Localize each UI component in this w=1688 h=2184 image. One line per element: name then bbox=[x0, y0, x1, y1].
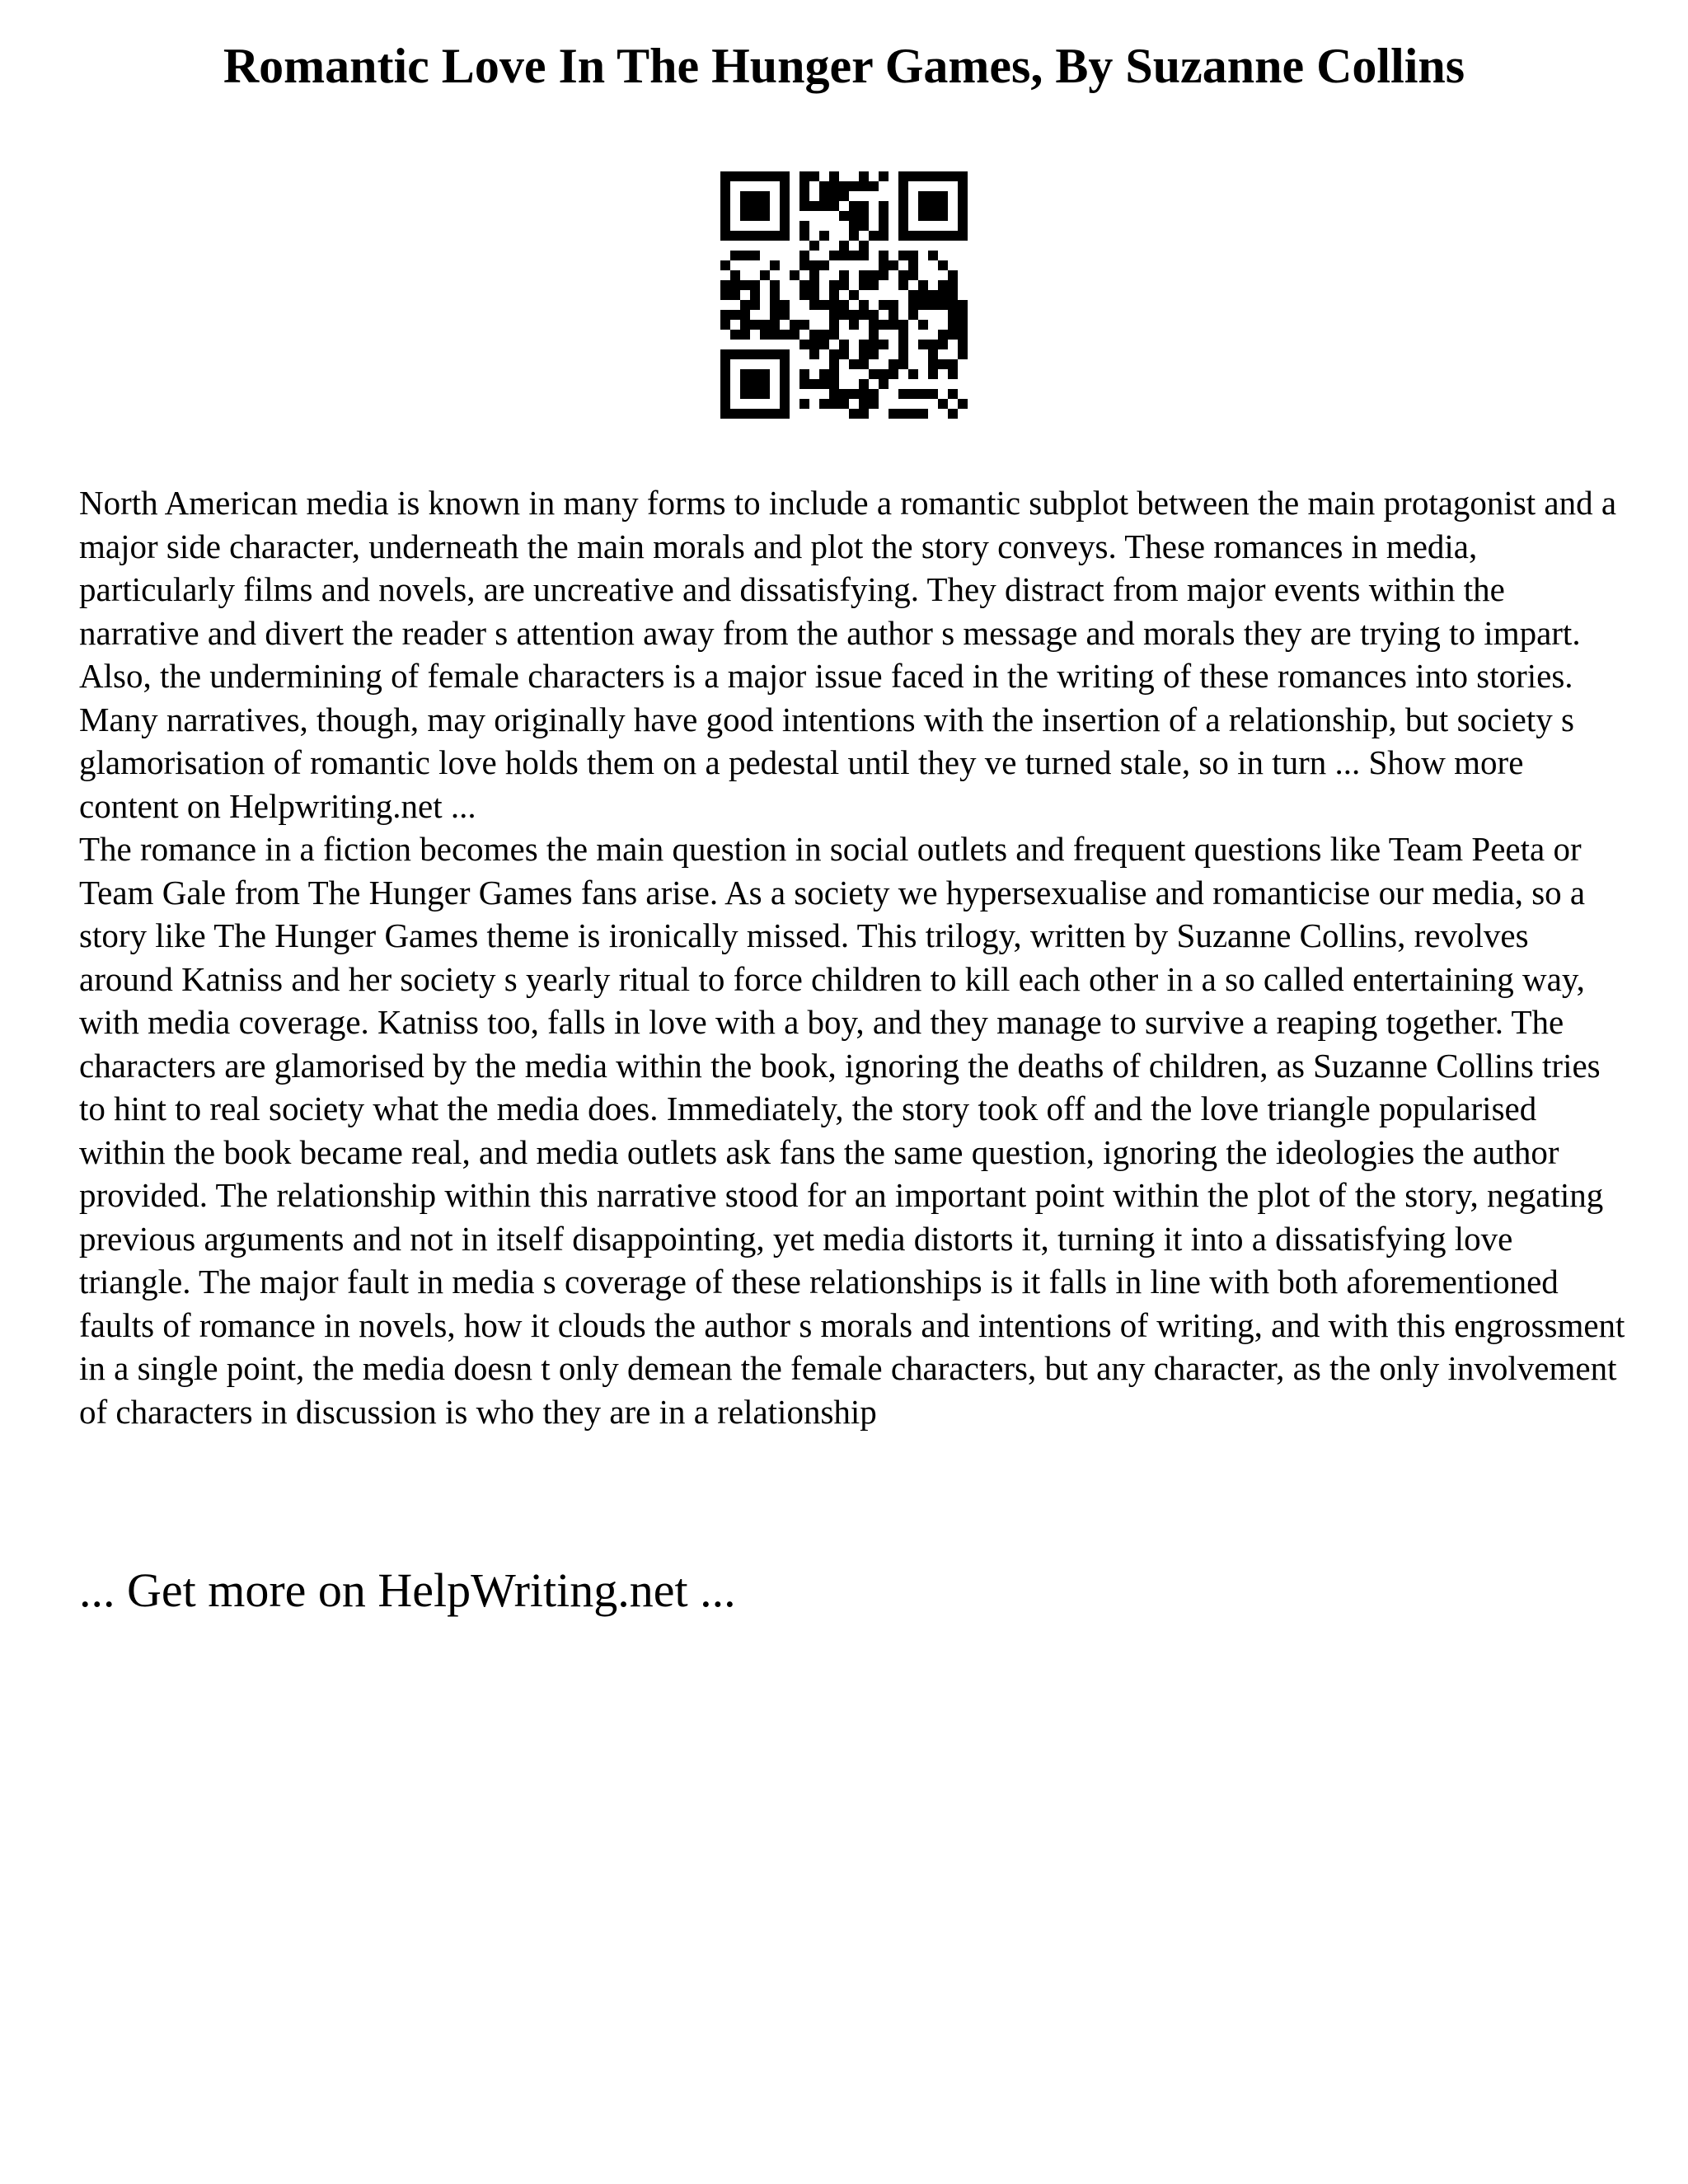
body-paragraph-2: The romance in a fiction becomes the main question in social outlets and frequent questions like Team Peeta or Team Gale from The Hunger Games fans arise. As a society we hypersexualise and romanticise our media, so a story like The Hunger Games theme is ironically missed. This trilogy, written by Suzanne Collins, revolves around Katniss and her society s yearly ritual to force children to kill each other in a so called entertaining way, with media coverage. Katniss too, falls in love with a boy, and they manage to survive a reaping together. The characters are glamorised by the media within the book, ignoring the deaths of children, as Suzanne Collins tries to hint to real society what the media does. Immediately, the story took off and the love triangle popularised within the book became real, and media outlets ask fans the same question, ignoring the ideologies the author provided. The relationship within this narrative stood for an important point within the plot of the story, negating previous arguments and not in itself disappointing, yet media distorts it, turning it into a dissatisfying love triangle. The major fault in media s coverage of these relationships is it falls in line with both aforementioned faults of romance in novels, how it clouds the author s morals and intentions of writing, and with this engrossment in a single point, the media doesn t only demean the female characters, but any character, as the only involvement of characters in discussion is who they are in a relationship bbox=[79, 830, 1625, 1431]
qr-code-graphic bbox=[720, 171, 968, 419]
get-more-link[interactable]: ... Get more on HelpWriting.net ... bbox=[79, 1563, 736, 1617]
qr-code-icon bbox=[720, 171, 968, 419]
document-title: Romantic Love In The Hunger Games, By Suzanne Collins bbox=[223, 39, 1465, 93]
body-paragraph-1: North American media is known in many forms to include a romantic subplot between the main protagonist and a major side character, underneath the main morals and plot the story conveys. These romances in media, particularly films and novels, are uncreative and dissatisfying. They distract from major events within the narrative and divert the reader s attention away from the author s message and morals they are trying to impart. Also, the undermining of female characters is a major issue faced in the writing of these romances into stories. Many narratives, though, may originally have good intentions with the insertion of a relationship, but society s glamorisation of romantic love holds them on a pedestal until they ve turned stale, so in turn ... Show more content on Helpwriting.net ... bbox=[79, 484, 1617, 825]
document-body bbox=[79, 481, 1629, 1433]
